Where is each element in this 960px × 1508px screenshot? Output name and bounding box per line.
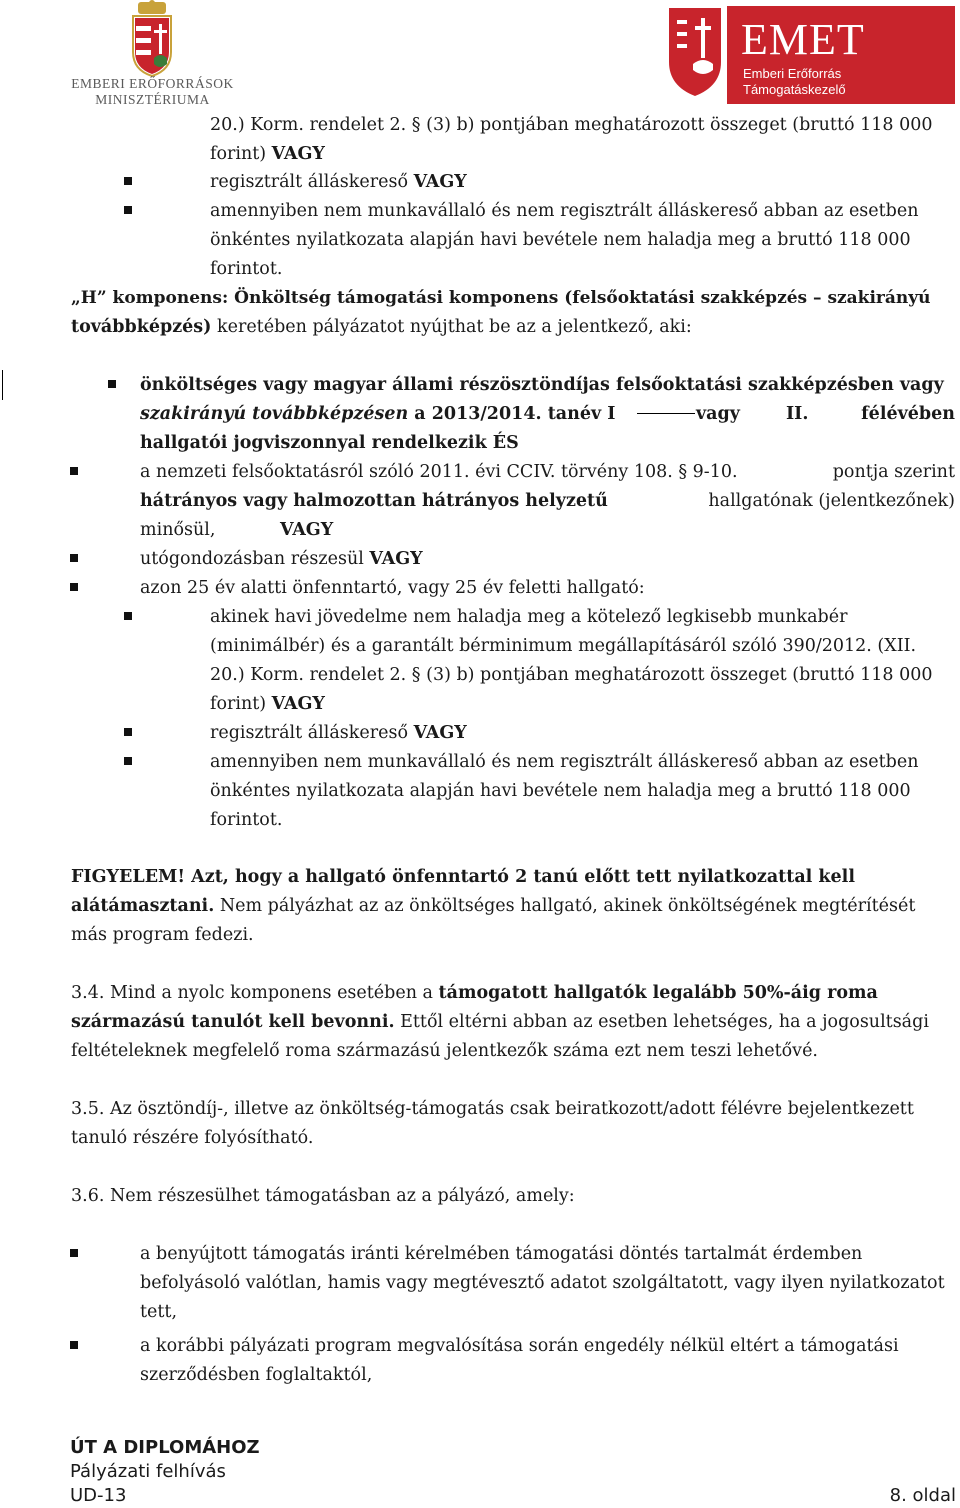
- p36-bullet-1-l2: befolyásoló valótlan, hamis vagy megtévesztő adatot szolgáltatott, vagy ilyen nyilatkozatot: [140, 1273, 945, 1293]
- top-line-1: 20.) Korm. rendelet 2. § (3) b) pontjában meghatározott összeget (bruttó 118 000: [210, 115, 933, 135]
- emet-subtitle-line1: Emberi Erőforrás: [743, 66, 842, 81]
- h-item-2-l1: a nemzeti felsőoktatásról szóló 2011. évi CCIV. törvény 108. § 9-10. pontja szerint: [140, 462, 955, 482]
- h-component-line-1: „H” komponens: Önköltség támogatási komponens (felsőoktatási szakképzés – szakirányú: [71, 288, 931, 308]
- top-bullet-2-l1: amennyiben nem munkavállaló és nem regisztrált álláskereső abban az esetben: [210, 201, 919, 221]
- bullet-icon: [70, 467, 78, 475]
- h-sub-1-l2: (minimálbér) és a garantált bérminimum megállapításáról szóló 390/2012. (XII.: [210, 636, 917, 656]
- coat-of-arms-icon: [70, 0, 235, 80]
- tracked-change-line: [637, 413, 695, 414]
- bullet-icon: [70, 1249, 78, 1257]
- p36-bullet-2-l1: a korábbi pályázati program megvalósítása során engedély nélkül eltért a támogatási: [140, 1336, 899, 1356]
- h-sub-1-l4: forint) VAGY: [210, 694, 325, 714]
- ministry-name-line2: MINISZTÉRIUMA: [95, 92, 210, 107]
- ministry-name-line1: EMBERI ERŐFORRÁSOK: [71, 76, 234, 91]
- top-bullet-1: regisztrált álláskereső VAGY: [210, 172, 467, 192]
- p36-bullet-1-l1: a benyújtott támogatás iránti kérelmében támogatási döntés tartalmát érdemben: [140, 1244, 863, 1264]
- p36-bullet-2-l2: szerződésben foglaltaktól,: [140, 1365, 373, 1385]
- bullet-icon: [124, 728, 132, 736]
- p34-line-2: származású tanulót kell bevonni. Ettől eltérni abban az esetben lehetséges, ha a jogosultsági: [71, 1012, 929, 1032]
- emet-subtitle-line2: Támogatáskezelő: [743, 82, 846, 97]
- h-sub-1-l1: akinek havi jövedelme nem haladja meg a kötelező legkisebb munkabér: [210, 607, 848, 627]
- bullet-icon: [70, 554, 78, 562]
- emet-brand: EMET: [741, 15, 865, 64]
- bullet-icon: [70, 1341, 78, 1349]
- bullet-icon: [124, 206, 132, 214]
- bullet-icon: [124, 177, 132, 185]
- footer-subtitle: Pályázati felhívás: [70, 1461, 226, 1482]
- top-line-2: forint) VAGY: [210, 144, 325, 164]
- h-item-3: utógondozásban részesül VAGY: [140, 549, 423, 569]
- h-sub-1-l3: 20.) Korm. rendelet 2. § (3) b) pontjában meghatározott összeget (bruttó 118 000: [210, 665, 933, 685]
- h-item-1-l3: hallgatói jogviszonnyal rendelkezik ÉS: [140, 433, 519, 453]
- emet-logo: [665, 6, 955, 104]
- emet-shield-icon: [665, 6, 725, 98]
- h-item-1-l2: szakirányú továbbképzésen a 2013/2014. tanév I vagy II. félévében: [140, 404, 955, 424]
- h-item-4: azon 25 év alatti önfenntartó, vagy 25 év feletti hallgató:: [140, 578, 645, 598]
- bullet-icon: [124, 757, 132, 765]
- h-sub-2: regisztrált álláskereső VAGY: [210, 723, 467, 743]
- p35-line-1: 3.5. Az ösztöndíj-, illetve az önköltség-támogatás csak beiratkozott/adott félévre bejelentkezett: [71, 1099, 914, 1119]
- figyelem-line-1: FIGYELEM! Azt, hogy a hallgató önfenntartó 2 tanú előtt tett nyilatkozattal kell: [71, 867, 855, 887]
- footer-title: ÚT A DIPLOMÁHOZ: [70, 1437, 260, 1458]
- h-component-line-2: továbbképzés) keretében pályázatot nyújthat be az a jelentkező, aki:: [71, 317, 692, 337]
- ministry-logo: [70, 0, 235, 110]
- top-bullet-2-l2: önkéntes nyilatkozata alapján havi bevétele nem haladja meg a bruttó 118 000: [210, 230, 911, 250]
- h-sub-3-l1: amennyiben nem munkavállaló és nem regisztrált álláskereső abban az esetben: [210, 752, 919, 772]
- h-item-2-l2: hátrányos vagy halmozottan hátrányos helyzetű hallgatónak (jelentkezőnek): [140, 491, 955, 511]
- figyelem-line-3: más program fedezi.: [71, 925, 254, 945]
- bullet-icon: [108, 380, 116, 388]
- h-sub-3-l3: forintot.: [210, 810, 283, 830]
- h-sub-3-l2: önkéntes nyilatkozata alapján havi bevétele nem haladja meg a bruttó 118 000: [210, 781, 911, 801]
- footer-code: UD-13: [70, 1485, 127, 1506]
- bullet-icon: [70, 583, 78, 591]
- p34-line-3: feltételeknek megfelelő roma származású jelentkezők száma ezt nem teszi lehetővé.: [71, 1041, 818, 1061]
- bullet-icon: [124, 612, 132, 620]
- top-bullet-2-l3: forintot.: [210, 259, 283, 279]
- p36-bullet-1-l3: tett,: [140, 1302, 178, 1322]
- emet-panel: [727, 6, 955, 104]
- figyelem-line-2: alátámasztani. Nem pályázhat az az önköltséges hallgató, akinek önköltségének megtérítését: [71, 896, 916, 916]
- h-item-1-l1: önköltséges vagy magyar állami részösztöndíjas felsőoktatási szakképzésben vagy: [140, 375, 944, 395]
- footer-page-number: 8. oldal: [889, 1485, 956, 1506]
- p34-line-1: 3.4. Mind a nyolc komponens esetében a támogatott hallgatók legalább 50%-áig roma: [71, 983, 878, 1003]
- p35-line-2: tanuló részére folyósítható.: [71, 1128, 314, 1148]
- change-bar: [2, 370, 3, 400]
- h-item-2-l3: minősül, VAGY: [140, 520, 334, 540]
- p36-heading: 3.6. Nem részesülhet támogatásban az a pályázó, amely:: [71, 1186, 575, 1206]
